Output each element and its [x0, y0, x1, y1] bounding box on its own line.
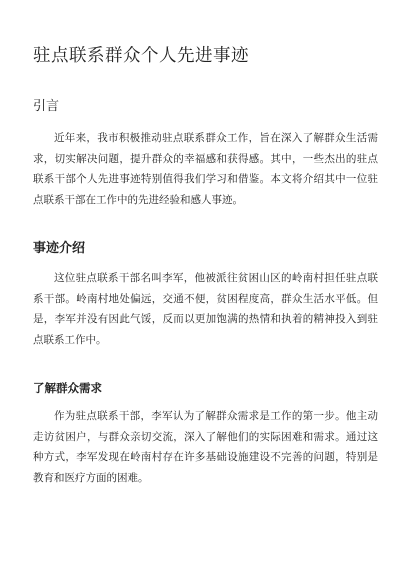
document-title: 驻点联系群众个人先进事迹 — [33, 46, 249, 66]
section-body-deeds: 这位驻点联系干部名叫李军，他被派往贫困山区的岭南村担任驻点联系干部。岭南村地处偏远，交通不便，贫困程度高，群众生活水平低。但是，李军并没有因此气馁，反而以更加饱满的热情和执着的精神投入到驻点联系工作中。 — [33, 272, 378, 346]
section-body-understanding-needs: 作为驻点联系干部，李军认为了解群众需求是工作的第一步。他主动走访贫困户，与群众亲切交流，深入了解他们的实际困难和需求。通过这种方式，李军发现在岭南村存在许多基础设施建设不完善的问题，特别是教育和医疗方面的困难。 — [33, 410, 378, 484]
section-body-introduction: 近年来，我市积极推动驻点联系群众工作，旨在深入了解群众生活需求，切实解决问题，提升群众的幸福感和获得感。其中，一些杰出的驻点联系干部个人先进事迹特别值得我们学习和借鉴。本文将介绍其中一位驻点联系干部在工作中的先进经验和感人事迹。 — [33, 132, 378, 206]
section-heading-introduction: 引言 — [33, 99, 60, 114]
section-heading-deeds: 事迹介绍 — [33, 241, 86, 256]
section-heading-understanding-needs: 了解群众需求 — [33, 381, 102, 395]
